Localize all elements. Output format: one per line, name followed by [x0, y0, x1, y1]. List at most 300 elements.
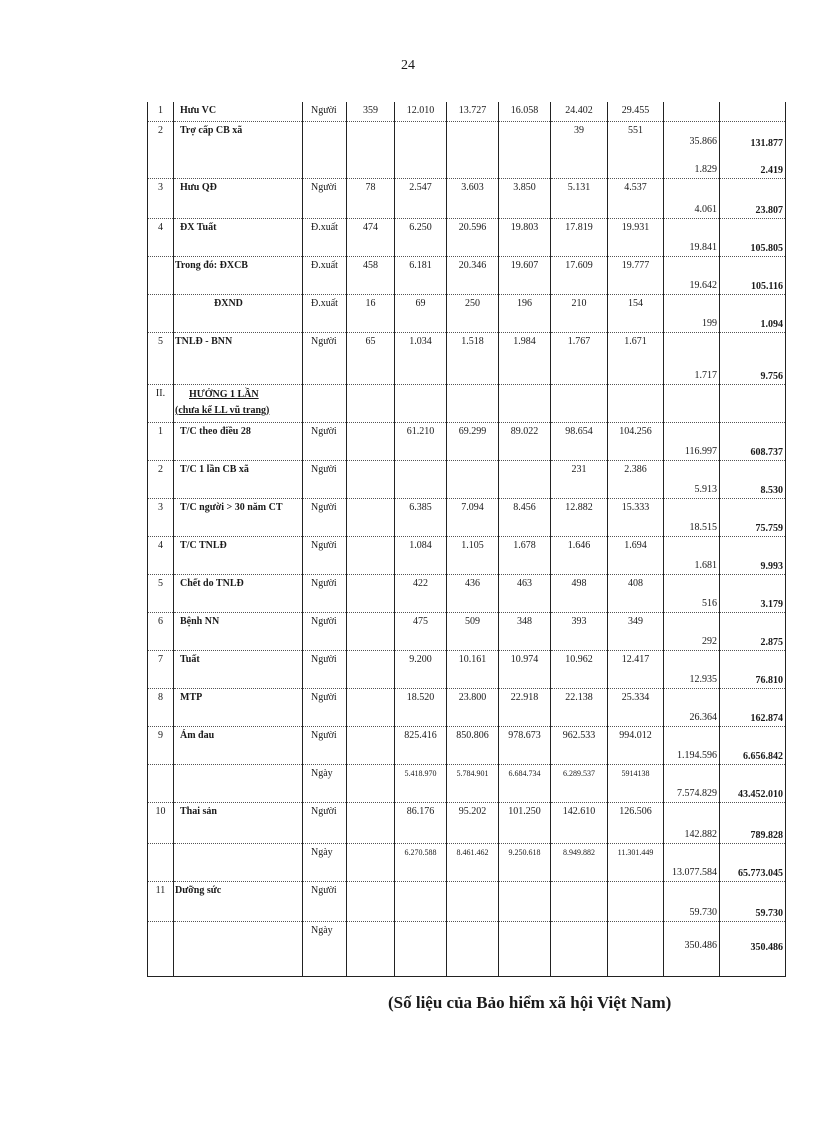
value-cell [395, 843, 447, 881]
value-cell [395, 921, 447, 976]
unit-label [311, 122, 346, 124]
sum-value: 8.530 [760, 484, 783, 496]
value-cell [608, 688, 664, 726]
total-value: 26.364 [689, 711, 717, 723]
value [347, 461, 394, 463]
sum-value: 9.756 [760, 370, 783, 382]
sum-value: 131.877 [750, 137, 783, 149]
value: 1.084 [409, 539, 432, 551]
row-number [148, 844, 173, 846]
value: 69.299 [458, 425, 487, 437]
sum-value: 105.116 [751, 280, 783, 292]
unit-cell [303, 218, 347, 256]
unit-label: Người [311, 884, 337, 896]
value-cell [395, 498, 447, 536]
value [499, 122, 550, 124]
value-cell [551, 218, 608, 256]
row-number-cell [148, 256, 174, 294]
value [347, 765, 394, 767]
sum-cell [720, 498, 786, 536]
value: 19.607 [510, 259, 539, 271]
value-cell [395, 294, 447, 332]
sum-value: 3.179 [760, 598, 783, 610]
item-name-cell [174, 536, 303, 574]
value-cell [447, 294, 499, 332]
value [447, 122, 498, 124]
item-name: Hưu QĐ [180, 181, 217, 193]
item-name: Trong đó: ĐXCB [175, 259, 248, 271]
row-number: 2 [158, 124, 163, 136]
total-cell [664, 218, 720, 256]
table-row [148, 102, 786, 121]
row-number-cell [148, 218, 174, 256]
item-name-cell [174, 612, 303, 650]
row-number-cell [148, 650, 174, 688]
value: 196 [517, 297, 532, 309]
value: 231 [571, 463, 587, 475]
value-cell [395, 650, 447, 688]
unit-label: Người [311, 653, 337, 665]
value-cell [608, 256, 664, 294]
sum-value: 1.094 [760, 318, 783, 330]
sum-cell [720, 688, 786, 726]
unit-cell [303, 612, 347, 650]
table-row [148, 498, 786, 536]
value [499, 461, 550, 463]
value-cell [395, 178, 447, 218]
value: 4.537 [624, 181, 647, 193]
row-number-cell [148, 612, 174, 650]
value: 475 [413, 615, 428, 627]
value-cell [499, 650, 551, 688]
sum-cell [720, 332, 786, 384]
value-cell [551, 612, 608, 650]
value: 78 [365, 181, 376, 193]
row-number-cell [148, 384, 174, 422]
value-cell [499, 726, 551, 764]
value: 422 [413, 577, 428, 589]
total-value: 292 [702, 635, 717, 647]
row-number: 7 [158, 653, 163, 665]
value [347, 575, 394, 577]
item-name: Thai sản [180, 805, 217, 817]
row-number [148, 765, 173, 767]
row-number: 8 [158, 691, 163, 703]
total-cell [664, 843, 720, 881]
row-number: II. [155, 387, 166, 399]
value: 458 [363, 259, 378, 271]
row-number: 4 [158, 539, 163, 551]
value-cell [608, 178, 664, 218]
row-number-cell [148, 921, 174, 976]
unit-label: Người [311, 335, 337, 347]
value: 24.402 [565, 105, 593, 116]
total-value: 116.997 [684, 445, 717, 457]
item-name: MTP [180, 691, 203, 703]
value: 408 [628, 577, 643, 589]
value [447, 922, 498, 924]
unit-label: Người [311, 463, 337, 475]
value: 16 [365, 297, 376, 309]
row-number-cell [148, 102, 174, 121]
value-cell [608, 650, 664, 688]
value-cell [447, 881, 499, 921]
value [347, 727, 394, 729]
sum-cell [720, 422, 786, 460]
value: 89.022 [510, 425, 539, 437]
unit-cell [303, 332, 347, 384]
value-cell [608, 498, 664, 536]
unit-cell [303, 498, 347, 536]
sum-cell [720, 802, 786, 843]
item-name: Hưu VC [180, 105, 217, 116]
value-cell [395, 460, 447, 498]
value-cell [551, 802, 608, 843]
row-number [148, 257, 173, 259]
value-cell [395, 881, 447, 921]
unit-label: Người [311, 615, 337, 627]
table-row [148, 256, 786, 294]
value-cell [347, 843, 395, 881]
value-cell [347, 256, 395, 294]
value-cell [499, 802, 551, 843]
unit-cell [303, 574, 347, 612]
value-cell [608, 802, 664, 843]
value-cell [447, 460, 499, 498]
row-number-cell [148, 726, 174, 764]
total-cell [664, 921, 720, 976]
value [395, 461, 446, 463]
value-cell [447, 612, 499, 650]
value [608, 385, 663, 387]
value: 69 [415, 297, 426, 309]
value-cell [551, 921, 608, 976]
value: 3.850 [513, 181, 536, 193]
unit-cell [303, 121, 347, 178]
value-cell [347, 764, 395, 802]
sum-cell [720, 536, 786, 574]
value: 5.784.901 [456, 768, 489, 778]
value-cell [551, 574, 608, 612]
total-value: 350.486 [684, 939, 717, 951]
unit-cell [303, 650, 347, 688]
sum-cell [720, 921, 786, 976]
table-row [148, 726, 786, 764]
value-cell [347, 921, 395, 976]
value: 250 [465, 297, 480, 309]
value: 13.727 [458, 105, 487, 116]
value-cell [447, 218, 499, 256]
unit-cell [303, 726, 347, 764]
value-cell [347, 498, 395, 536]
total-value: 19.841 [689, 241, 717, 253]
value-cell [551, 460, 608, 498]
value: 19.777 [621, 259, 650, 271]
value: 19.931 [621, 221, 650, 233]
value [347, 385, 394, 387]
value: 20.346 [458, 259, 487, 271]
value: 104.256 [619, 425, 652, 437]
value: 1.518 [461, 335, 484, 347]
value [395, 122, 446, 124]
unit-label: Người [311, 729, 337, 741]
value: 349 [628, 615, 643, 627]
value [395, 385, 446, 387]
row-number: 6 [158, 615, 163, 627]
value-cell [499, 843, 551, 881]
row-number-cell [148, 536, 174, 574]
row-number: 5 [158, 577, 163, 589]
unit-label: Người [311, 805, 337, 817]
value: 1.034 [409, 335, 432, 347]
table-row [148, 294, 786, 332]
value [347, 499, 394, 501]
value-cell [447, 843, 499, 881]
value-cell [447, 802, 499, 843]
item-name [180, 765, 302, 767]
unit-label: Người [311, 425, 337, 437]
total-cell [664, 536, 720, 574]
value: 3.603 [461, 181, 484, 193]
item-name: Trợ cấp CB xã [180, 124, 243, 136]
value: 6.181 [409, 259, 432, 271]
value-cell [499, 332, 551, 384]
value: 6.385 [409, 501, 432, 513]
value: 393 [571, 615, 587, 627]
total-cell [664, 726, 720, 764]
value: 463 [517, 577, 532, 589]
total-value: 1.681 [694, 559, 717, 571]
value [499, 922, 550, 924]
value-cell [499, 178, 551, 218]
value: 17.609 [565, 259, 593, 271]
value [395, 922, 446, 924]
value: 348 [517, 615, 532, 627]
value [347, 651, 394, 653]
section-heading: HƯỞNG 1 LẦN [189, 388, 259, 400]
value-cell [499, 881, 551, 921]
value: 12.010 [406, 105, 435, 116]
table-row [148, 178, 786, 218]
value-cell [395, 688, 447, 726]
item-name [180, 844, 302, 846]
value [347, 922, 394, 924]
value-cell [499, 688, 551, 726]
value: 65 [365, 335, 376, 347]
total-value: 7.574.829 [677, 787, 717, 799]
value: 19.803 [510, 221, 539, 233]
value-cell [551, 102, 608, 121]
value: 2.386 [624, 463, 647, 475]
unit-label: Người [311, 577, 337, 589]
value-cell [347, 460, 395, 498]
value: 850.806 [456, 729, 489, 741]
value: 359 [363, 105, 378, 116]
sum-cell [720, 218, 786, 256]
value-cell [347, 650, 395, 688]
total-value: 5.913 [694, 483, 717, 495]
value [551, 385, 607, 387]
table-row [148, 218, 786, 256]
sum-value: 75.759 [755, 522, 783, 534]
value-cell [347, 536, 395, 574]
value: 994.012 [619, 729, 652, 741]
unit-cell [303, 802, 347, 843]
value: 6.270.588 [404, 847, 437, 857]
value-cell [608, 460, 664, 498]
value: 1.984 [513, 335, 536, 347]
total-cell [664, 764, 720, 802]
sum-cell [720, 121, 786, 178]
value-cell [347, 294, 395, 332]
value: 1.671 [624, 335, 647, 347]
value: 551 [628, 124, 643, 136]
value-cell [608, 332, 664, 384]
total-cell [664, 294, 720, 332]
row-number-cell [148, 843, 174, 881]
value-cell [447, 764, 499, 802]
source-note: (Số liệu của Bảo hiểm xã hội Việt Nam) [388, 993, 672, 1012]
value-cell [499, 498, 551, 536]
table-row [148, 612, 786, 650]
unit-cell [303, 102, 347, 121]
item-name: ĐX Tuất [180, 221, 217, 233]
item-name-cell [174, 256, 303, 294]
value: 16.058 [510, 105, 539, 116]
value-cell [395, 218, 447, 256]
table-row [148, 332, 786, 384]
item-name-cell [174, 422, 303, 460]
item-name-cell [174, 384, 303, 422]
row-number: 10 [155, 805, 166, 817]
value-cell [395, 121, 447, 178]
value-cell [499, 218, 551, 256]
item-name: TNLĐ - BNN [175, 335, 233, 347]
value: 474 [363, 221, 378, 233]
value-cell [447, 498, 499, 536]
value-cell [608, 422, 664, 460]
value [447, 385, 498, 387]
row-number: 3 [158, 501, 163, 513]
total-cell [664, 384, 720, 422]
item-name-cell [174, 460, 303, 498]
value: 1.105 [461, 539, 484, 551]
row-number: 1 [158, 105, 163, 116]
table-row [148, 843, 786, 881]
item-name [180, 922, 302, 924]
item-name-cell [174, 498, 303, 536]
unit-cell [303, 881, 347, 921]
value: 9.200 [409, 653, 432, 665]
item-name: Tuất [180, 653, 200, 665]
sum-cell [720, 256, 786, 294]
unit-label: Đ.xuất [311, 259, 338, 271]
value: 436 [465, 577, 480, 589]
value-cell [551, 726, 608, 764]
value: 15.333 [621, 501, 650, 513]
table-row [148, 384, 786, 422]
total-cell [664, 102, 720, 121]
sum-cell [720, 843, 786, 881]
unit-cell [303, 422, 347, 460]
row-number-cell [148, 460, 174, 498]
item-name-cell [174, 218, 303, 256]
total-cell [664, 574, 720, 612]
value-cell [447, 256, 499, 294]
value-cell [395, 102, 447, 121]
value-cell [551, 422, 608, 460]
value: 101.250 [508, 805, 541, 817]
value: 1.678 [513, 539, 536, 551]
total-value: 13.077.584 [672, 866, 717, 878]
item-name-cell [174, 121, 303, 178]
value: 5.131 [567, 181, 591, 193]
value-cell [447, 726, 499, 764]
item-name-cell [174, 764, 303, 802]
total-cell [664, 460, 720, 498]
sum-value: 2.419 [760, 164, 783, 176]
sum-cell [720, 881, 786, 921]
unit-label: Người [311, 105, 337, 116]
value [608, 922, 663, 924]
row-number: 5 [158, 335, 163, 347]
value-cell [551, 121, 608, 178]
total-cell [664, 881, 720, 921]
value-cell [499, 612, 551, 650]
item-name: Ám đau [180, 729, 215, 741]
unit-label: Người [311, 539, 337, 551]
total-value: 1.194.596 [677, 749, 717, 761]
item-name: T/C 1 lần CB xã [180, 463, 249, 475]
value-cell [608, 121, 664, 178]
value [347, 423, 394, 425]
unit-label: Đ.xuất [311, 221, 338, 233]
value: 39 [574, 124, 584, 136]
value: 98.654 [565, 425, 593, 437]
value-cell [447, 121, 499, 178]
unit-label: Người [311, 181, 337, 193]
total-cell [664, 256, 720, 294]
row-number: 2 [158, 463, 163, 475]
sum-value: 6.656.842 [743, 750, 783, 762]
value-cell [347, 332, 395, 384]
sum-cell [720, 384, 786, 422]
value-cell [447, 688, 499, 726]
value-cell [551, 384, 608, 422]
total-cell [664, 802, 720, 843]
total-cell [664, 422, 720, 460]
unit-cell [303, 384, 347, 422]
value: 962.533 [562, 729, 596, 741]
table-row [148, 881, 786, 921]
item-name: Bệnh NN [180, 615, 220, 627]
value-cell [347, 802, 395, 843]
value-cell [447, 422, 499, 460]
value-cell [347, 218, 395, 256]
value-cell [551, 843, 608, 881]
value: 22.138 [565, 691, 593, 703]
value: 25.334 [621, 691, 650, 703]
value: 142.610 [562, 805, 596, 817]
total-value: 142.882 [684, 828, 717, 840]
value-cell [499, 256, 551, 294]
table-body [148, 102, 786, 976]
value [347, 613, 394, 615]
value-cell [551, 764, 608, 802]
value: 12.417 [621, 653, 650, 665]
value [447, 882, 498, 884]
value: 11.301.449 [617, 847, 654, 857]
